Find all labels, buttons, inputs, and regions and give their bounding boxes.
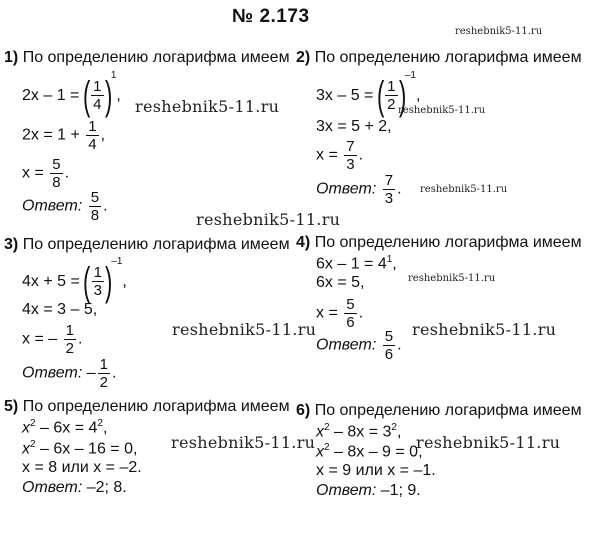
fraction: $\frac{1}{2}$ <box>99 356 108 391</box>
problem-6-heading <box>296 402 582 420</box>
fraction: $\frac{5}{6}$ <box>346 296 355 331</box>
p6-line-3: x = 9 или x = –1. <box>316 462 436 479</box>
p4-line-2: 6x = 5, <box>316 274 365 291</box>
answer-label: Ответ: <box>22 364 83 382</box>
watermark: reshebnik5-11.ru <box>196 210 341 229</box>
exponent: –1 <box>404 70 416 81</box>
watermark: reshebnik5-11.ru <box>408 273 496 284</box>
expression: x = <box>316 146 338 164</box>
p2-line-2: 3x = 5 + 2, <box>316 118 392 135</box>
fraction: $\frac{1}{4}$ <box>88 118 97 153</box>
fraction: $\frac{1}{2}$ <box>65 322 74 357</box>
watermark: reshebnik5-11.ru <box>420 184 508 195</box>
watermark: reshebnik5-11.ru <box>412 320 557 339</box>
watermark: reshebnik5-11.ru <box>172 320 317 339</box>
p6-line-2: $x^2 - 8x - 9 = 0$, <box>316 442 423 461</box>
fraction: $\frac{5}{6}$ <box>384 328 394 363</box>
answer-label: Ответ: <box>316 336 377 354</box>
heading-text: По определению логарифма имеем <box>22 236 290 253</box>
p1-line-3: x = $\frac{5}{8}$ . <box>22 156 70 191</box>
p6-answer: Ответ: –1; 9. <box>316 482 421 499</box>
p5-line-2: $x^2 - 6x - 16 = 0$, <box>22 439 138 458</box>
problem-number: 1) <box>4 49 19 66</box>
problem-number-title: № 2.173 <box>232 6 310 27</box>
problem-1-heading <box>4 49 290 67</box>
expression: 3x – 5 = <box>316 87 374 104</box>
p5-line-3: x = 8 или x = –2. <box>22 459 142 476</box>
p2-line-1: 3x – 5 = ( $\frac{1}{2}$ )$^{-1}$, <box>316 70 421 118</box>
heading-text: По определению логарифма имеем <box>22 398 290 415</box>
problem-4-heading <box>296 234 582 252</box>
p3-line-3: x = – $\frac{1}{2}$ . <box>22 322 83 357</box>
problem-2-heading <box>296 49 582 67</box>
problem-number: 6) <box>296 402 311 419</box>
p3-line-1: 4x + 5 = ( $\frac{1}{3}$ )$^{-1}$, <box>22 256 127 304</box>
p6-line-1: $x^2 - 8x = 3^2$, <box>316 422 402 441</box>
p2-answer: Ответ: $\frac{7}{3}$ . <box>316 172 402 207</box>
fraction: $\frac{1}{4}$ <box>93 78 102 114</box>
fraction: $\frac{1}{3}$ <box>93 264 102 300</box>
answer-label: Ответ: <box>316 482 377 499</box>
expression: x = <box>316 304 338 322</box>
p3-line-2: 4x = 3 – 5, <box>22 301 98 318</box>
expression: x = <box>22 164 44 182</box>
watermark: reshebnik5-11.ru <box>171 433 316 452</box>
expression: x = – <box>22 330 58 348</box>
fraction: $\frac{7}{3}$ <box>346 138 355 173</box>
expression: 2x – 1 = <box>22 87 80 104</box>
heading-text: По определению логарифма имеем <box>314 402 582 419</box>
fraction: $\frac{1}{2}$ <box>387 78 396 114</box>
p1-line-1: 2x – 1 = ( $\frac{1}{4}$ )$^1$, <box>22 70 121 118</box>
expression: 2x = 1 + <box>22 126 80 144</box>
problem-5-heading <box>4 398 290 416</box>
expression: 4x + 5 = <box>22 273 80 290</box>
p2-line-3: x = $\frac{7}{3}$ . <box>316 138 364 173</box>
p4-line-3: x = $\frac{5}{6}$ . <box>316 296 364 331</box>
p5-line-1: $x^2 - 6x = 4^2$, <box>22 418 108 437</box>
problem-3-heading <box>4 236 290 254</box>
exponent: 1 <box>110 70 117 81</box>
problem-number: 4) <box>296 234 311 251</box>
answer-label: Ответ: <box>22 479 83 496</box>
watermark: reshebnik5-11.ru <box>398 105 486 116</box>
watermark: reshebnik5-11.ru <box>416 433 561 452</box>
p4-line-1: $6x - 1 = 4^1$, <box>316 254 397 273</box>
heading-text: По определению логарифма имеем <box>22 49 290 66</box>
problem-number: 3) <box>4 236 19 253</box>
answer-label: Ответ: <box>22 197 83 215</box>
fraction: $\frac{5}{8}$ <box>52 156 61 191</box>
fraction: $\frac{5}{8}$ <box>90 189 100 224</box>
p3-answer: Ответ: – $\frac{1}{2}$ . <box>22 356 117 391</box>
fraction: $\frac{7}{3}$ <box>384 172 394 207</box>
p1-line-2: 2x = 1 + $\frac{1}{4}$ , <box>22 118 106 153</box>
p1-answer: Ответ: $\frac{5}{8}$ . <box>22 189 108 224</box>
p4-answer: Ответ: $\frac{5}{6}$ . <box>316 328 402 363</box>
watermark: reshebnik5-11.ru <box>455 26 543 37</box>
exponent: –1 <box>111 256 123 267</box>
p5-answer: Ответ: –2; 8. <box>22 479 127 496</box>
problem-number: 2) <box>296 49 311 66</box>
heading-text: По определению логарифма имеем <box>314 49 582 66</box>
problem-number: 5) <box>4 398 19 415</box>
answer-label: Ответ: <box>316 180 377 198</box>
heading-text: По определению логарифма имеем <box>314 234 582 251</box>
watermark: reshebnik5-11.ru <box>135 97 280 116</box>
